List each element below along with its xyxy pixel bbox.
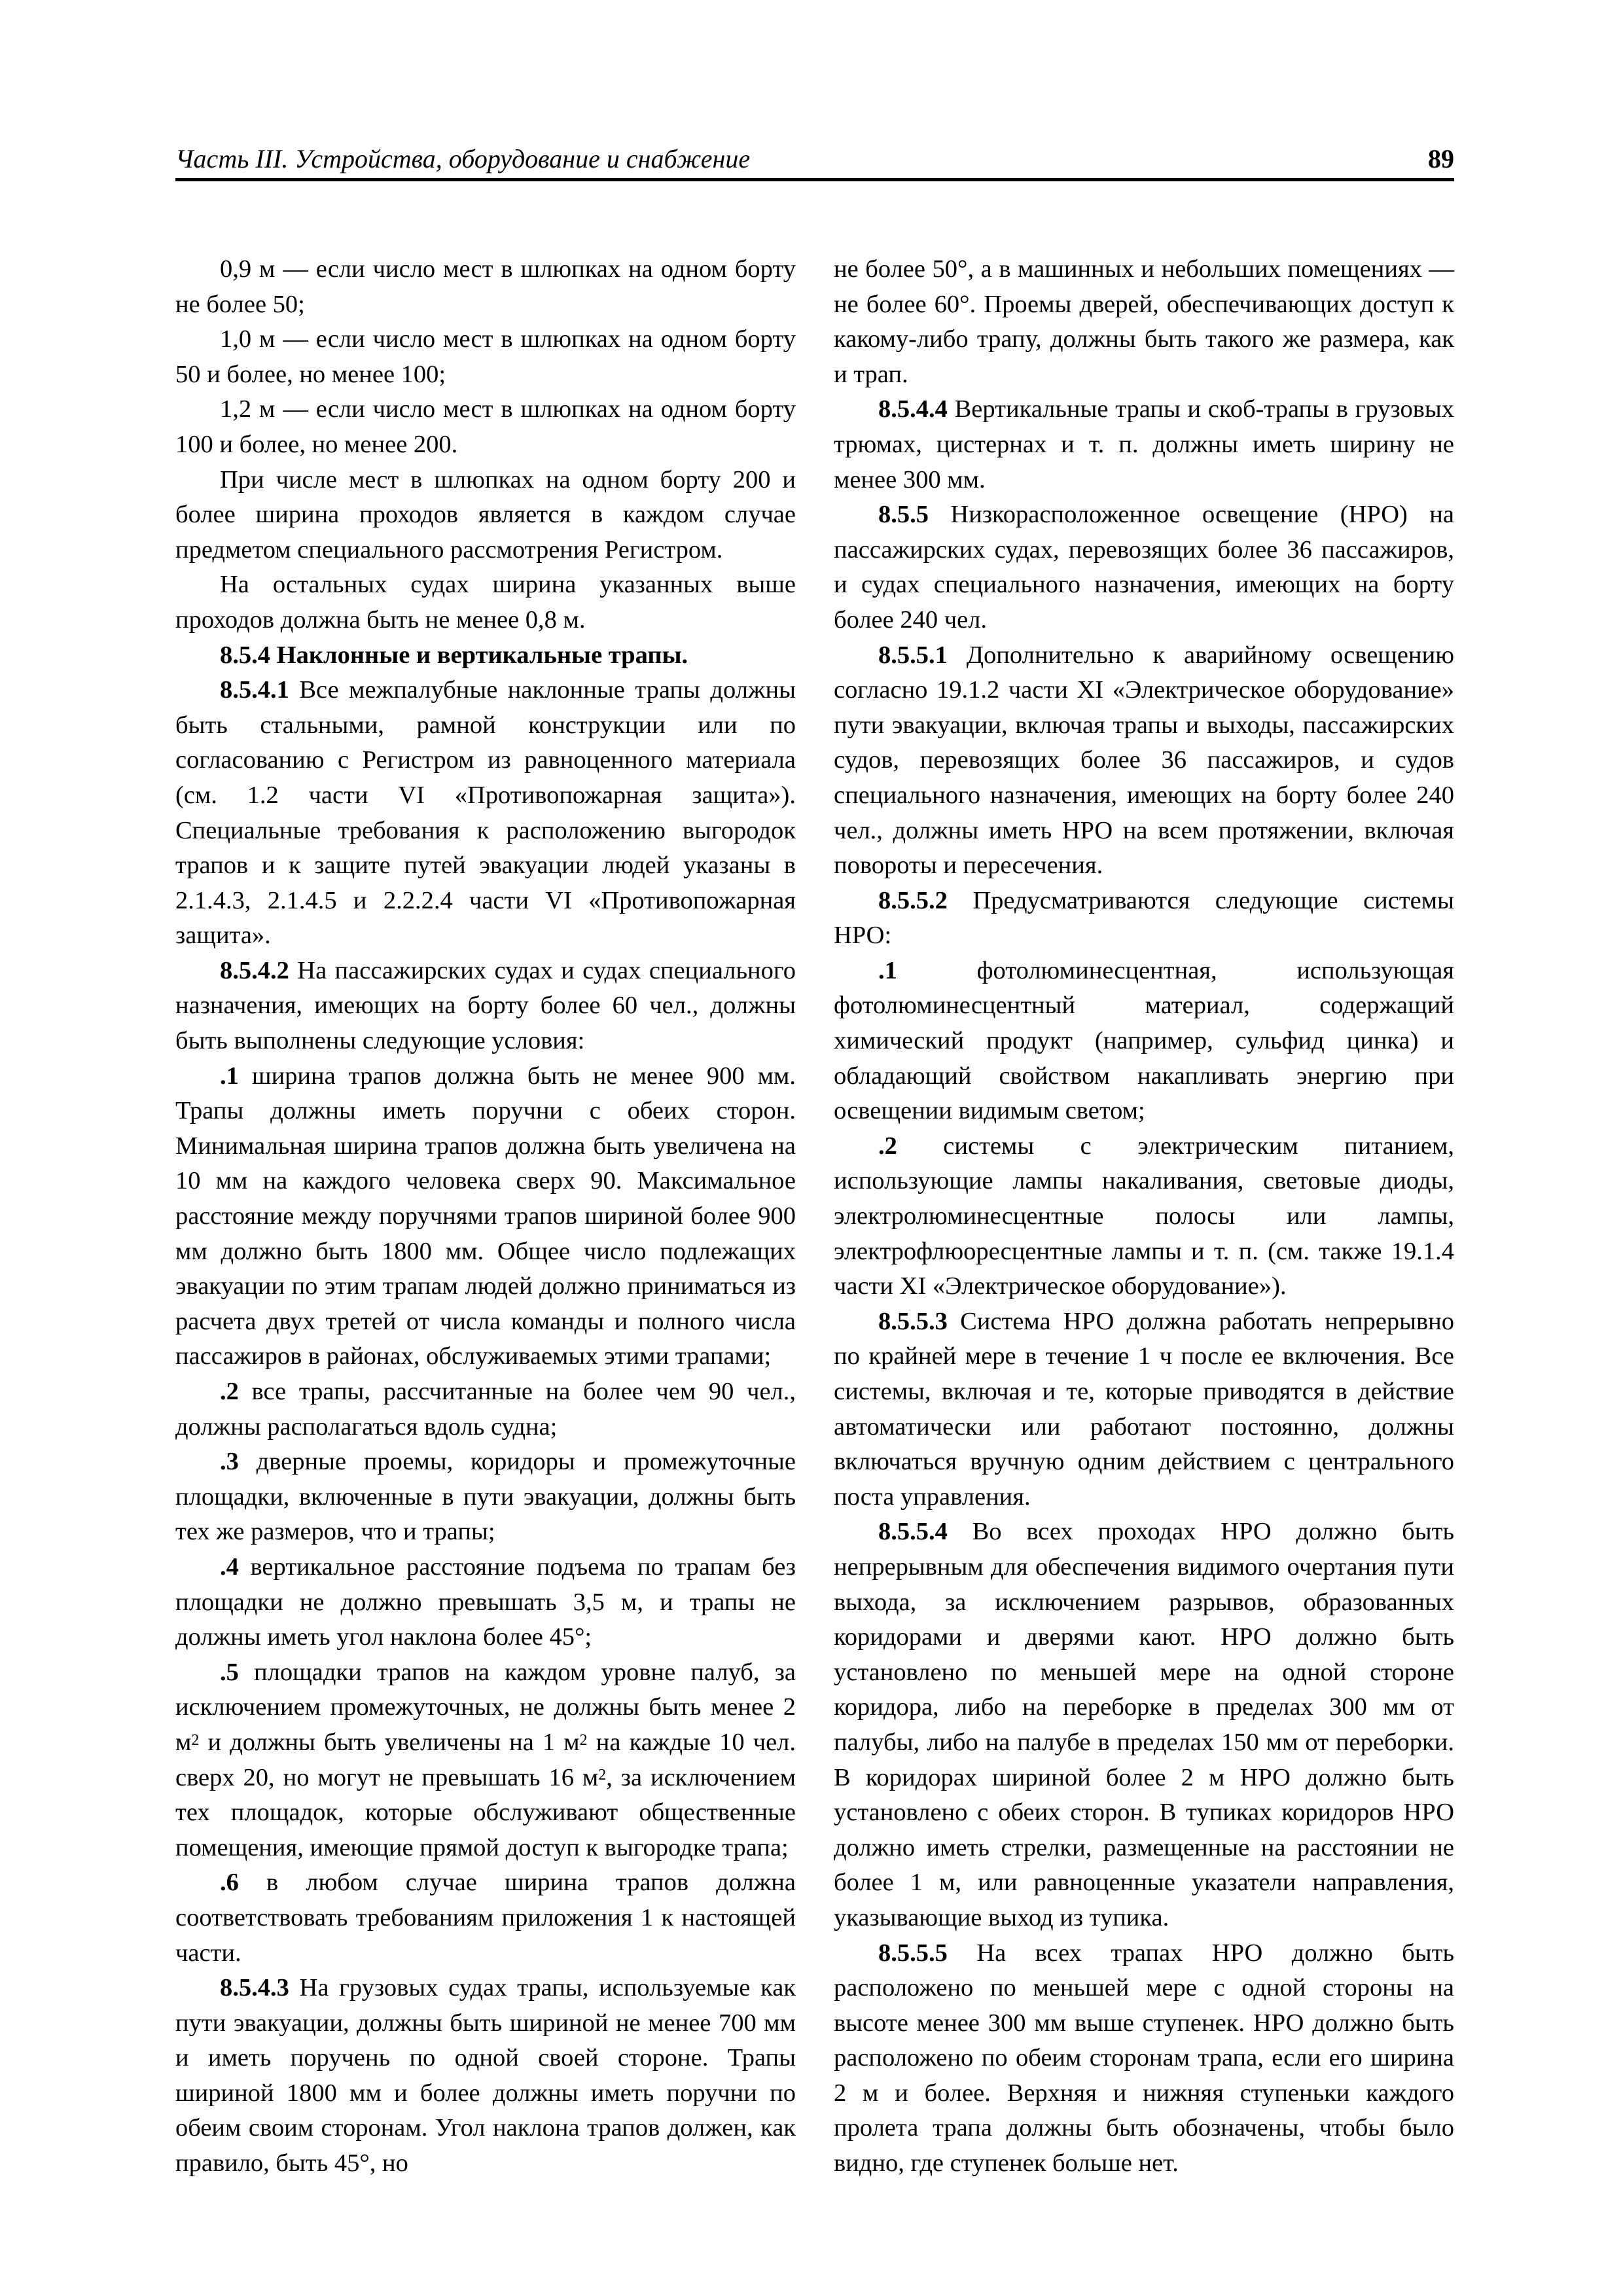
page-number: 89 <box>1428 144 1454 173</box>
list-item-4 <box>175 1550 796 1655</box>
item-number: .3 <box>220 1448 239 1476</box>
item-text: системы с электрическим питанием, использующие лампы накаливания, световые диоды, электролюминесцентные полосы или лампы, электрофлюоресцентные лампы и т. п. (см. также 19.1.4 части XI «Электрическое оборудование»). <box>834 1132 1454 1300</box>
item-text: в любом случае ширина трапов должна соответствовать требованиям приложения 1 к настоящей части. <box>175 1869 796 1967</box>
list-item-2 <box>834 1129 1454 1304</box>
clause-text: На грузовых судах трапы, используемые как пути эвакуации, должны быть шириной не менее 700 мм и иметь поручень по одной своей стороне. Трапы шириной 1800 мм и более должны иметь поручни по обеим своим сторонам. Угол наклона трапов должен, как правило, быть 45°, но <box>175 1974 796 2178</box>
list-item-1 <box>175 1059 796 1374</box>
item-text: на каждые 10 чел. сверх 20, но могут не превышать 16 м <box>175 1728 796 1791</box>
item-text: площадки трапов на каждом уровне палуб, за исключением промежуточных, не должны быть менее 2 м <box>175 1658 796 1756</box>
superscript: 2 <box>191 1731 200 1749</box>
paragraph: 1,0 м — если число мест в шлюпках на одном борту 50 и более, но менее 100; <box>175 325 796 388</box>
item-text: , за исключением тех площадок, которые обслуживают общественные помещения, имеющие прямой доступ к выгородке трапа; <box>175 1763 796 1861</box>
header-title: Часть III. Устройства, оборудование и снабжение <box>175 144 751 173</box>
paragraph: На остальных судах ширина указанных выше проходов должна быть не менее 0,8 м. <box>175 571 796 634</box>
header-rule <box>175 178 1454 181</box>
clause-8-5-5-2 <box>834 884 1454 954</box>
clause-text: Дополнительно к аварийному освещению согласно 19.1.2 части XI «Электрическое оборудование» пути эвакуации, включая трапы и выходы, пассажирских судов, перевозящих более 36 пассажиров, и судов специального назначения, имеющих на борту более 240 чел., должны иметь НРО на всем протяжении, включая повороты и пересечения. <box>834 641 1454 880</box>
clause-8-5-5-5 <box>834 1936 1454 2181</box>
paragraph: 0,9 м — если число мест в шлюпках на одном борту не более 50; <box>175 255 796 318</box>
superscript: 2 <box>598 1767 607 1784</box>
superscript: 2 <box>579 1731 588 1749</box>
clause-text: Предусматриваются следующие системы НРО: <box>834 886 1454 950</box>
section-heading-8-5-5 <box>834 497 1454 637</box>
section-number: 8.5.4 <box>220 641 270 669</box>
clause-text: Все межпалубные наклонные трапы должны быть стальными, рамной конструкции или по согласованию с Регистром из равноценного материала (см. 1.2 части VI «Противопожарная защита»). Специальные требования к расположению выгородок трапов и к защите путей эвакуации людей указаны в 2.1.4.3, 2.1.4.5 и 2.2.2.4 части VI «Противопожарная защита». <box>175 676 796 950</box>
clause-text: Система НРО должна работать непрерывно по крайней мере в течение 1 ч после ее включения. Все системы, включая и те, которые приводятся в действие автоматически или работают постоянно, должны включаться вручную одним действием с центрального поста управления. <box>834 1307 1454 1511</box>
clause-8-5-5-1 <box>834 638 1454 884</box>
item-text: фотолюминесцентная, использующая фотолюминесцентный материал, содержащий химический продукт (например, сульфид цинка) и обладающий свойством накапливать энергию при освещении видимым светом; <box>834 956 1454 1125</box>
clause-number: 8.5.4.4 <box>878 395 948 423</box>
clause-number: 8.5.5.2 <box>878 886 948 914</box>
list-item-6 <box>175 1865 796 1971</box>
item-number: .1 <box>878 956 897 984</box>
clause-number: 8.5.5.1 <box>878 641 948 669</box>
paragraph: не более 50°, а в машинных и небольших помещениях — не более 60°. Проемы дверей, обеспечивающих доступ к какому-либо трапу, должны быть такого же размера, как и трап. <box>834 255 1454 388</box>
clause-number: 8.5.4.1 <box>220 676 289 704</box>
item-text: дверные проемы, коридоры и промежуточные площадки, включенные в пути эвакуации, должны быть тех же размеров, что и трапы; <box>175 1448 796 1546</box>
paragraph: 1,2 м — если число мест в шлюпках на одном борту 100 и более, но менее 200. <box>175 395 796 458</box>
item-text: все трапы, рассчитанные на более чем 90 чел., должны располагаться вдоль судна; <box>175 1378 796 1441</box>
section-heading-8-5-4 <box>175 638 796 673</box>
list-item-5 <box>175 1655 796 1866</box>
clause-number: 8.5.4.2 <box>220 956 289 984</box>
item-text: и должны быть увеличены на 1 м <box>199 1728 580 1756</box>
item-number: .6 <box>220 1869 239 1897</box>
clause-number: 8.5.4.3 <box>220 1974 289 2002</box>
section-number: 8.5.5 <box>878 501 929 529</box>
item-number: .4 <box>220 1552 239 1581</box>
clause-number: 8.5.5.5 <box>878 1939 948 1967</box>
list-item-1 <box>834 954 1454 1129</box>
clause-8-5-4-1 <box>175 673 796 954</box>
list-item-3 <box>175 1444 796 1550</box>
item-number: .1 <box>220 1062 239 1090</box>
item-number: .5 <box>220 1658 239 1686</box>
clause-text: Во всех проходах НРО должно быть непрерывным для обеспечения видимого очертания пути выхода, за исключением разрывов, образованных коридорами и дверями кают. НРО должно быть установлено по меньшей мере на одной стороне коридора, либо на переборке в пределах 300 мм от палубы, либо на палубе в пределах 150 мм от переборки. В коридорах шириной более 2 м НРО должно быть установлено с обеих сторон. В тупиках коридоров НРО должно иметь стрелки, размещенные на расстоянии не более 1 м, или равноценные указатели направления, указывающие выход из тупика. <box>834 1518 1454 1931</box>
item-number: .2 <box>220 1378 239 1405</box>
clause-8-5-4-4 <box>834 392 1454 497</box>
item-text: вертикальное расстояние подъема по трапам без площадки не должно превышать 3,5 м, и трапы не должны иметь угол наклона более 45°; <box>175 1552 796 1651</box>
clause-8-5-5-4 <box>834 1515 1454 1935</box>
clause-8-5-4-3 <box>175 1971 796 2181</box>
clause-number: 8.5.5.4 <box>878 1518 948 1546</box>
clause-8-5-5-3 <box>834 1304 1454 1515</box>
clause-number: 8.5.5.3 <box>878 1307 948 1335</box>
left-column <box>175 252 796 2181</box>
section-title: Наклонные и вертикальные трапы. <box>270 641 688 669</box>
item-text: ширина трапов должна быть не менее 900 мм. Трапы должны иметь поручни с обеих сторон. Минимальная ширина трапов должна быть увеличена на 10 мм на каждого человека сверх 90. Максимальное расстояние между поручнями трапов шириной более 900 мм должно быть 1800 мм. Общее число подлежащих эвакуации по этим трапам людей должно приниматься из расчета двух третей от числа команды и полного числа пассажиров в районах, обслуживаемых этими трапами; <box>175 1062 796 1371</box>
clause-text: Вертикальные трапы и скоб-трапы в грузовых трюмах, цистернах и т. п. должны иметь ширину не менее 300 мм. <box>834 395 1454 493</box>
paragraph: При числе мест в шлюпках на одном борту 200 и более ширина проходов является в каждом случае предметом специального рассмотрения Регистром. <box>175 465 796 564</box>
clause-text: На пассажирских судах и судах специального назначения, имеющих на борту более 60 чел., должны быть выполнены следующие условия: <box>175 956 796 1055</box>
right-column <box>834 252 1454 2181</box>
running-header <box>175 143 1454 179</box>
section-title: Низкорасположенное освещение (НРО) на пассажирских судах, перевозящих более 36 пассажиров, и судах специального назначения, имеющих на борту более 240 чел. <box>834 501 1454 634</box>
list-item-2 <box>175 1374 796 1444</box>
clause-text: На всех трапах НРО должно быть расположено по меньшей мере с одной стороны на высоте менее 300 мм выше ступенек. НРО должно быть расположено по обеим сторонам трапа, если его ширина 2 м и более. Верхняя и нижняя ступеньки каждого пролета трапа должны быть обозначены, чтобы было видно, где ступенек больше нет. <box>834 1939 1454 2178</box>
clause-8-5-4-2 <box>175 954 796 1059</box>
item-number: .2 <box>878 1132 897 1160</box>
